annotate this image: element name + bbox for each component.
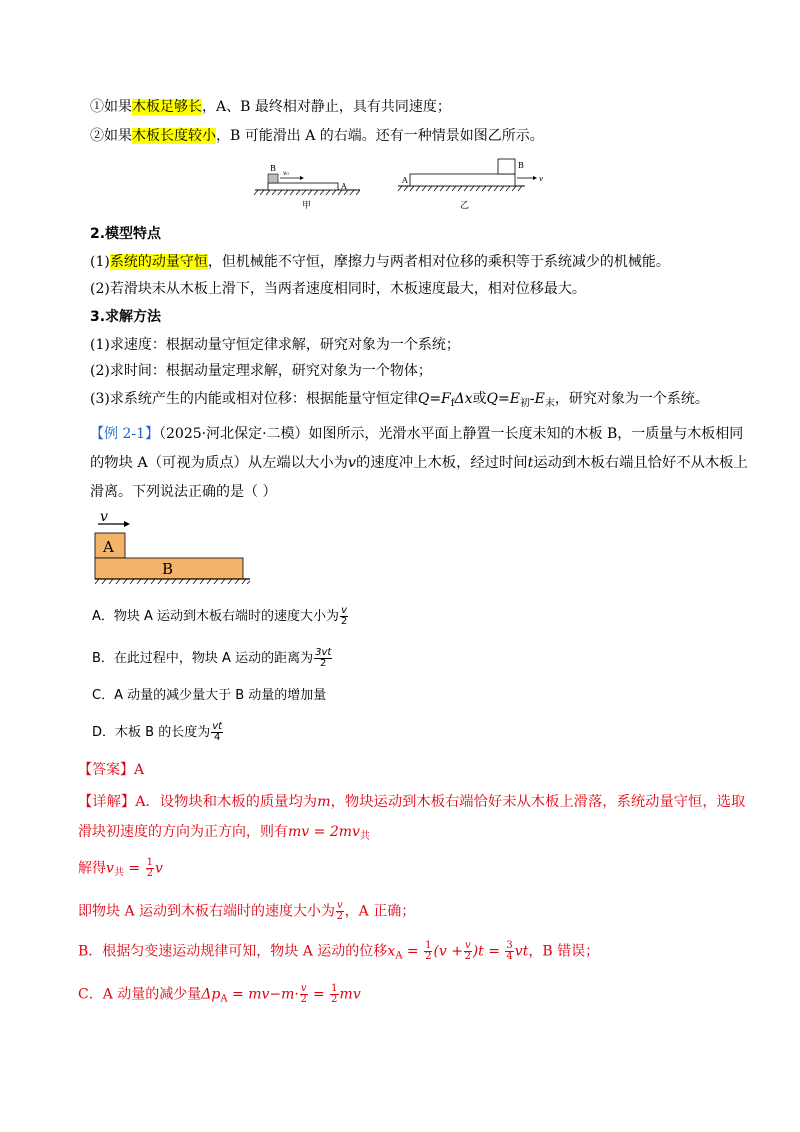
method3-or: 或	[472, 391, 487, 407]
item1-suffix: ，A、B 最终相对静止，具有共同速度；	[202, 99, 451, 115]
example-line2-t: t	[527, 455, 534, 471]
method-1: (1)求速度：根据动量守恒定律求解，研究对象为一个系统；	[90, 337, 460, 353]
method3-formula2-sub1: 初	[519, 398, 530, 409]
item2	[90, 126, 544, 146]
feature1-prefix: (1)	[90, 254, 110, 270]
detail-l4-num: v	[337, 900, 343, 911]
item2-highlight: 木板长度较小	[132, 128, 216, 144]
detail-l3-sub: 共	[113, 867, 124, 879]
option-b-text: B．在此过程中，物块 A 运动的距离为	[92, 651, 314, 666]
detail-l5-d2: 2	[464, 951, 472, 962]
answer: 【答案】A	[78, 762, 145, 778]
feature-2: (2)若滑块未从木板上滑下，当两者速度相同时，木板速度最大，相对位移最大。	[90, 281, 586, 297]
jia-block	[268, 174, 278, 183]
detail-l2-text: 滑块初速度的方向为正方向，则有	[78, 824, 288, 840]
detail-l5-frac1	[424, 941, 432, 962]
detail-l5-d3: 4	[506, 951, 513, 962]
detail-l2-sub: 共	[359, 831, 370, 842]
detail-line5	[78, 941, 599, 967]
heading-model-features: 2.模型特点	[90, 226, 162, 242]
detail-l6-eq2: =	[312, 986, 325, 1003]
option-b-den: 2	[319, 658, 327, 669]
option-d[interactable]	[92, 722, 224, 743]
detail-l5-sub: A	[395, 950, 403, 962]
detail-l1-m: m	[317, 794, 331, 810]
detail-l6-d1: 2	[300, 994, 307, 1005]
item2-suffix: ，B 可能滑出 A 的右端。还有一种情景如图乙所示。	[216, 128, 544, 144]
example-line1-text: （2025·河北保定·二模）如图所示，光滑水平面上静置一长度未知的木板 B，一质量与木板相同	[159, 426, 744, 442]
detail-l5-n1: 1	[425, 940, 432, 951]
detail-l6-frac2	[330, 984, 338, 1005]
jia-b-label: B	[270, 164, 276, 173]
detail-l6-n2: 1	[331, 983, 338, 994]
option-d-den: 4	[213, 732, 221, 743]
example-line2-b: 的速度冲上木板，经过时间	[356, 455, 528, 471]
feature1-suffix: ，但机械能不守恒，摩擦力与两者相对位移的乘积等于系统减少的机械能。	[207, 254, 670, 270]
detail-l3-num: 1	[146, 857, 153, 868]
yi-v-label: v	[539, 175, 543, 183]
option-a[interactable]	[92, 606, 349, 627]
method3-formula2: Q=E	[486, 391, 520, 407]
detail-l5-end: )t =	[472, 943, 500, 960]
detail-tag: 【详解】	[78, 794, 136, 810]
main-v-label: v	[100, 510, 108, 525]
example-line1	[90, 424, 743, 444]
detail-l1-text: A．设物块和木板的质量均为	[135, 794, 318, 810]
detail-l5-frac2	[464, 941, 472, 962]
method3-text-b: ，研究对象为一个系统。	[554, 391, 709, 407]
detail-l3-v2: v	[154, 860, 163, 877]
detail-line4	[78, 901, 415, 922]
detail-l5-b: ，B 错误；	[528, 943, 600, 960]
method-3	[90, 389, 709, 414]
detail-l1-b: ，物块运动到木板右端恰好未从木板上滑落，系统动量守恒，选取	[330, 794, 746, 810]
option-b-fraction	[314, 648, 332, 669]
detail-l2-eq: mv = 2mv	[288, 824, 360, 840]
jia-a-label: A	[341, 182, 347, 191]
detail-l6-text: C．A 动量的减少量	[78, 986, 202, 1003]
detail-l6-frac1	[300, 984, 308, 1005]
main-figure	[90, 510, 290, 590]
block-a-label: A	[103, 538, 114, 556]
jia-v-label: v₀	[283, 170, 289, 177]
detail-line2	[78, 822, 370, 847]
method3-formula2-mid: -E	[529, 391, 545, 407]
detail-l6-mv: mv	[339, 986, 361, 1003]
board-b-label: B	[162, 560, 174, 578]
detail-l4-text: 即物块 A 运动到木板右端时的速度大小为	[78, 903, 336, 920]
option-c-text: C．A 动量的减少量大于 B 动量的增加量	[92, 688, 327, 703]
detail-l5-eq: =	[406, 943, 419, 960]
example-line2-v: v	[347, 455, 356, 471]
detail-l6-n1: v	[300, 983, 307, 994]
detail-l5-n3: 3	[506, 940, 513, 951]
detail-l5-text: B．根据匀变速运动规律可知，物块 A 运动的位移	[78, 943, 388, 960]
method3-formula2-sub2: 末	[544, 398, 555, 409]
detail-l5-x: x	[387, 943, 396, 960]
detail-l5-frac3	[505, 941, 513, 962]
detail-l4-den: 2	[336, 911, 344, 922]
option-d-text: D．木板 B 的长度为	[92, 725, 211, 740]
detail-l4-fraction	[336, 901, 344, 922]
detail-line6	[78, 984, 361, 1010]
detail-line3	[78, 858, 163, 884]
detail-l3-text: 解得	[78, 860, 106, 877]
yi-block	[498, 159, 515, 174]
detail-l6-eq: = mv−m·	[232, 986, 299, 1003]
option-b-num: 3vt	[315, 647, 332, 658]
yi-caption: 乙	[460, 201, 470, 210]
item1	[90, 97, 451, 117]
heading-methods: 3.求解方法	[90, 309, 162, 325]
jia-caption: 甲	[302, 201, 312, 210]
option-b[interactable]	[92, 648, 333, 669]
example-line2-a: 的物块 A（可视为质点）从左端以大小为	[90, 455, 348, 471]
yi-board	[410, 174, 515, 186]
detail-l4-b: ，A 正确；	[344, 903, 416, 920]
option-d-fraction	[211, 722, 223, 743]
detail-l5-mid: (v +	[433, 943, 464, 960]
detail-l3-den: 2	[146, 868, 153, 879]
example-line2	[90, 453, 748, 473]
detail-l3-eq: =	[128, 860, 141, 877]
detail-l5-n2: v	[465, 940, 471, 951]
method-2: (2)求时间：根据动量定理求解，研究对象为一个物体；	[90, 363, 432, 379]
small-figures	[250, 155, 560, 210]
detail-l5-d1: 2	[425, 951, 432, 962]
detail-l6-dp: Δp	[201, 986, 221, 1003]
feature-1	[90, 252, 670, 272]
item2-prefix: ②如果	[90, 128, 132, 144]
item1-highlight: 木板足够长	[132, 99, 202, 115]
method3-formula1-sub: f	[450, 398, 455, 409]
method3-text-a: (3)求系统产生的内能或相对位移：根据能量守恒定律	[90, 391, 418, 407]
example-line3: 滑离。下列说法正确的是（ ）	[90, 484, 277, 500]
detail-l5-vt: vt	[514, 943, 529, 960]
example-tag: 【例 2-1】	[90, 426, 159, 442]
option-a-den: 2	[340, 616, 348, 627]
option-c[interactable]	[92, 686, 326, 706]
yi-a-label: A	[402, 176, 408, 185]
detail-l3-v: v	[106, 860, 114, 877]
example-line2-c: 运动到木板右端且恰好不从木板上	[533, 455, 748, 471]
jia-board	[268, 183, 338, 190]
method3-formula1: Q=F	[417, 391, 451, 407]
option-d-num: vt	[212, 721, 223, 732]
detail-l3-fraction	[146, 858, 154, 879]
method3-formula1-b: Δx	[454, 391, 473, 407]
item1-prefix: ①如果	[90, 99, 132, 115]
option-a-text: A．物块 A 运动到木板右端时的速度大小为	[92, 609, 340, 624]
option-a-num: v	[341, 605, 347, 616]
yi-b-label: B	[518, 161, 524, 170]
detail-l6-d2: 2	[331, 994, 338, 1005]
detail-line1	[78, 792, 745, 812]
feature1-highlight: 系统的动量守恒	[109, 254, 208, 270]
option-a-fraction	[340, 606, 348, 627]
detail-l6-sub: A	[220, 993, 228, 1005]
